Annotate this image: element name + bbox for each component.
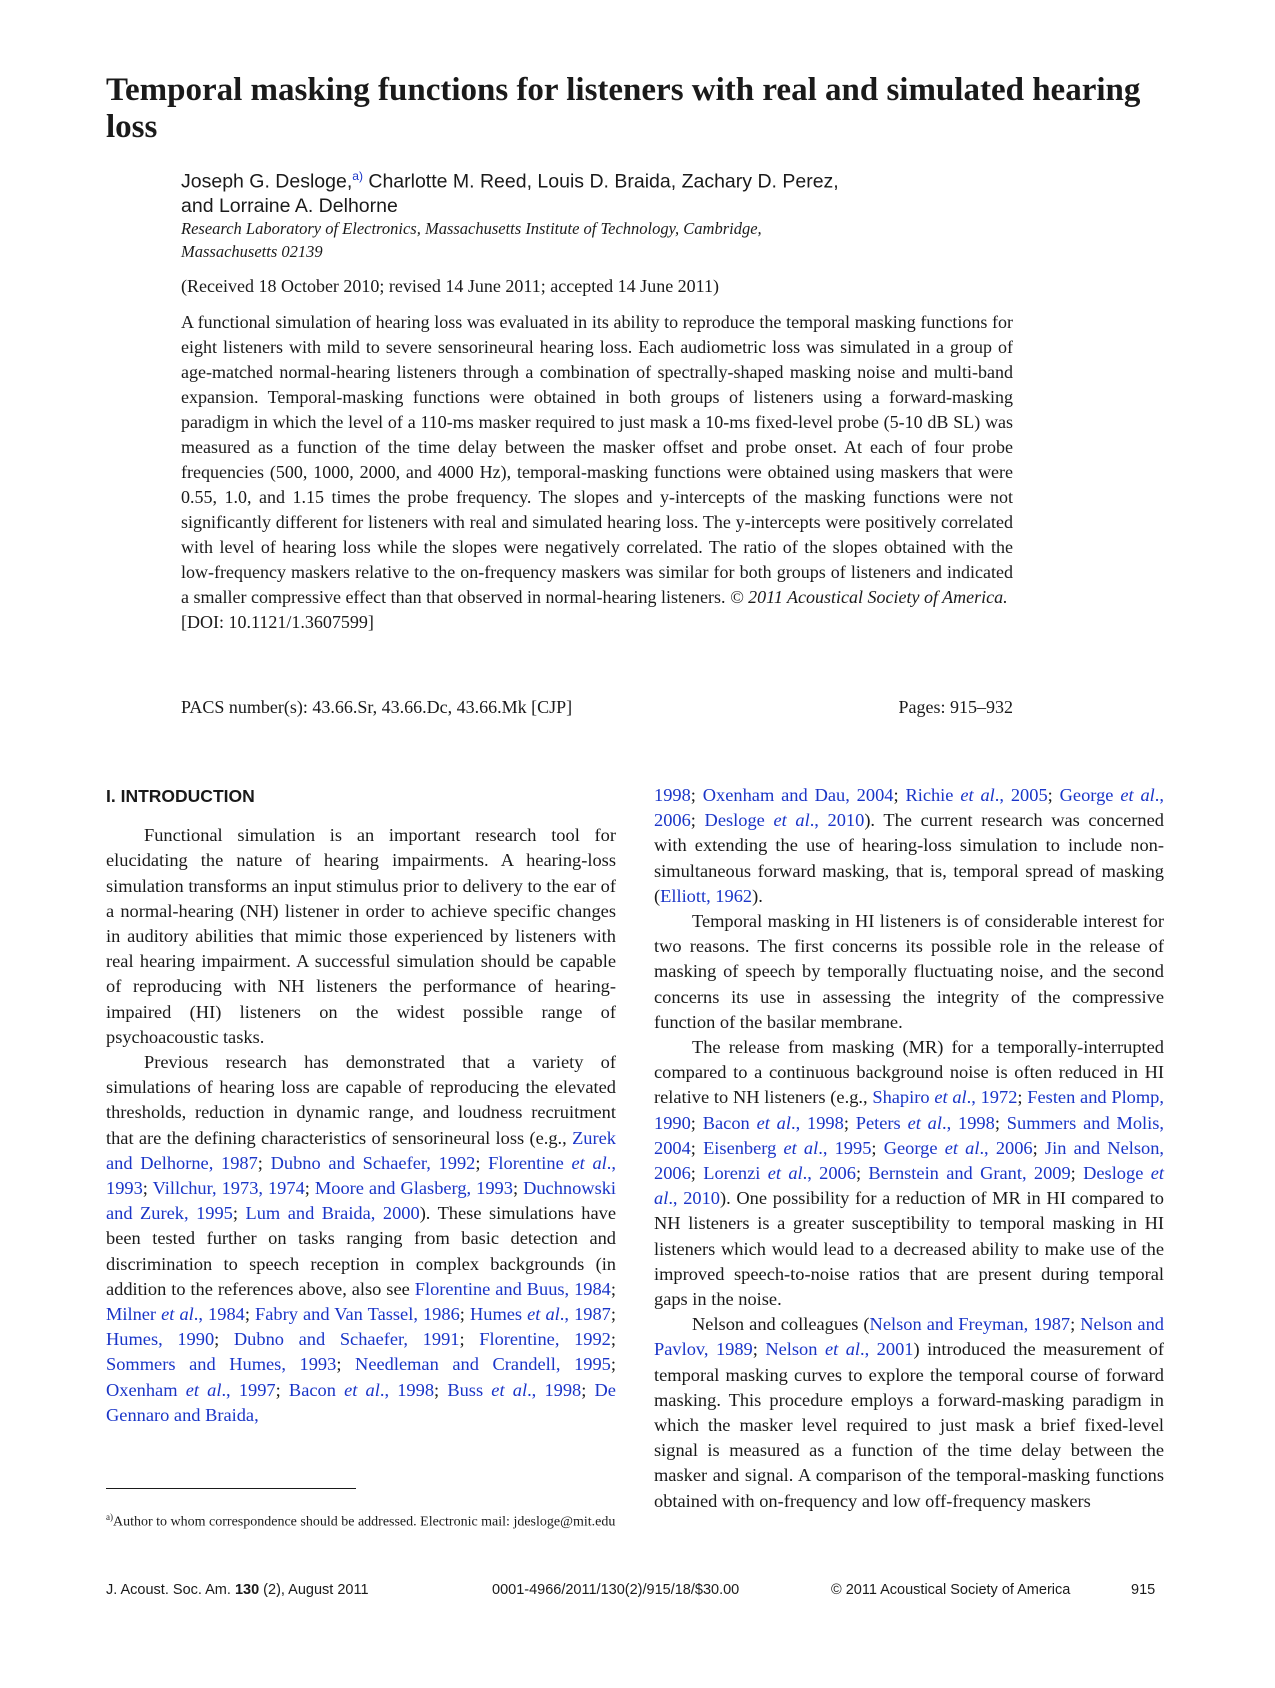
citation-link[interactable]: Fabry and Van Tassel, 1986	[255, 1304, 460, 1325]
citation-link[interactable]: Elliott, 1962	[660, 885, 753, 906]
author-list	[181, 164, 941, 218]
citation-link[interactable]: Florentine and Buus, 1984	[414, 1278, 611, 1299]
citation-link[interactable]: Lum and Braida, 2000	[245, 1203, 420, 1224]
affiliation	[181, 217, 981, 263]
citation-link[interactable]: George et al., 2006	[654, 785, 1164, 831]
section-heading: I. INTRODUCTION	[106, 786, 255, 806]
abstract	[181, 310, 1013, 635]
citation-link[interactable]: Moore and Glasberg, 1993	[314, 1178, 513, 1199]
citation-link[interactable]: George et al., 2006	[883, 1137, 1033, 1158]
left-column	[106, 780, 616, 1428]
citation-link[interactable]: Sommers and Humes, 1993	[106, 1354, 337, 1375]
intro-paragraph-3: Temporal masking in HI listeners is of considerable interest for two reasons. The first concerns its possible role in the release of masking of speech by temporally fluctuating noise, and the second concerns its use in assessing the integrity of the compressive function of the basilar membrane.	[654, 911, 1164, 1032]
intro-paragraph-1: Functional simulation is an important research tool for elucidating the nature of hearing impairments. A hearing-loss simulation transforms an input stimulus prior to delivery to the ear of a normal-hearing (NH) listener in order to achieve specific changes in auditory abilities that mimic those experienced by listeners with real hearing impairment. A successful simulation should be capable of reproducing with NH listeners the performance of hearing-impaired (HI) listeners on the widest possible range of psychoacoustic tasks.	[106, 825, 616, 1047]
citation-link[interactable]: Desloge et al., 2010	[704, 810, 865, 831]
citation-link[interactable]: Zurek and Delhorne, 1987	[106, 1127, 616, 1173]
intro-paragraph-2-cont: 1998; Oxenham and Dau, 2004; Richie et al., 2005; George et al., 2006; Desloge et al., 2010). The current research was concerned with extending the use of hearing-loss simulation to include non-simultaneous forward masking, that is, temporal spread of masking (Elliott, 1962).	[654, 785, 1164, 906]
affiliation-line-2: Massachusetts 02139	[181, 242, 323, 261]
citation-link[interactable]: Oxenham et al., 1997	[106, 1379, 276, 1400]
citation-link[interactable]: Florentine et al., 1993	[106, 1152, 616, 1199]
citation-link[interactable]: Jin and Nelson, 2006	[654, 1137, 1164, 1184]
citation-link[interactable]: Humes, 1990	[106, 1329, 215, 1350]
footer-journal	[106, 1582, 369, 1598]
citation-link[interactable]: Oxenham and Dau, 2004	[702, 785, 894, 805]
citation-link[interactable]: Richie et al., 2005	[905, 785, 1048, 805]
citation-link[interactable]: Festen and Plomp, 1990	[654, 1087, 1164, 1133]
citation-link[interactable]: Needleman and Crandell, 1995	[355, 1354, 611, 1375]
citation-link[interactable]: Nelson and Freyman, 1987	[869, 1314, 1071, 1335]
citation-link[interactable]: Eisenberg et al., 1995	[703, 1137, 872, 1158]
authors-line-1a: Joseph G. Desloge,	[181, 170, 353, 193]
paper-title: Temporal masking functions for listeners with real and simulated hearing loss	[106, 72, 1141, 145]
page-range: Pages: 915–932	[898, 697, 1013, 717]
pacs-line	[181, 697, 1013, 718]
footer-journal-name: J. Acoust. Soc. Am.	[106, 1582, 235, 1598]
citation-link[interactable]: Peters et al., 1998	[855, 1112, 995, 1133]
citation-link[interactable]: Villchur, 1973, 1974	[152, 1178, 305, 1199]
right-column	[654, 783, 1164, 1514]
citation-link[interactable]: Shapiro et al., 1972	[872, 1087, 1018, 1108]
citation-link[interactable]: Humes et al., 1987	[469, 1304, 611, 1325]
footer-copyright: © 2011 Acoustical Society of America	[831, 1582, 1071, 1598]
citation-link[interactable]: Milner et al., 1984	[106, 1304, 245, 1325]
footer-volume: 130	[234, 1582, 260, 1598]
citation-link[interactable]: Summers and Molis, 2004	[654, 1112, 1164, 1158]
intro-paragraph-2: Previous research has demonstrated that a variety of simulations of hearing loss are capable of reproducing the elevated thresholds, reduction in dynamic range, and loudness recruitment that are the defining characteristics of sensorineural loss (e.g., Zurek and Delhorne, 1987; Dubno and Schaefer, 1992; Florentine et al., 1993; Villchur, 1973, 1974; Moore and Glasberg, 1993; Duchnowski and Zurek, 1995; Lum and Braida, 2000). These simulations have been tested further on tasks ranging from basic detection and discrimination to speech reception in complex backgrounds (in addition to the references above, also see Florentine and Buus, 1984; Milner et al., 1984; Fabry and Van Tassel, 1986; Humes et al., 1987; Humes, 1990; Dubno and Schaefer, 1991; Florentine, 1992; Sommers and Humes, 1993; Needleman and Crandell, 1995; Oxenham et al., 1997; Bacon et al., 1998; Buss et al., 1998; De Gennaro and Braida,	[106, 1052, 617, 1425]
citation-link[interactable]: Dubno and Schaefer, 1992	[270, 1152, 476, 1173]
footnote-text: Author to whom correspondence should be addressed. Electronic mail: jdesloge@mit.edu	[113, 1514, 616, 1530]
abstract-doi: [DOI: 10.1121/1.3607599]	[181, 612, 374, 632]
citation-link[interactable]: Florentine, 1992	[479, 1329, 611, 1350]
footer-page-number: 915	[1131, 1582, 1156, 1598]
citation-link[interactable]: Nelson and Pavlov, 1989	[654, 1314, 1164, 1360]
citation-link[interactable]: De Gennaro and Braida,	[106, 1379, 616, 1425]
citation-link[interactable]: 1998	[654, 785, 691, 805]
pacs-numbers: PACS number(s): 43.66.Sr, 43.66.Dc, 43.66.Mk [CJP]	[181, 697, 573, 717]
affiliation-line-1: Research Laboratory of Electronics, Massachusetts Institute of Technology, Cambridge,	[181, 219, 762, 238]
citation-link[interactable]: Bernstein and Grant, 2009	[868, 1163, 1071, 1184]
authors-line-1b: Charlotte M. Reed, Louis D. Braida, Zachary D. Perez,	[362, 170, 839, 193]
citation-link[interactable]: Dubno and Schaefer, 1991	[233, 1329, 460, 1350]
citation-link[interactable]: Lorenzi et al., 2006	[703, 1163, 856, 1184]
author-note-mark[interactable]: a)	[352, 169, 363, 183]
footnote-mark: a)	[106, 1512, 113, 1522]
abstract-copyright: © 2011 Acoustical Society of America.	[729, 587, 1008, 607]
citation-link[interactable]: Nelson et al., 2001	[765, 1339, 914, 1360]
intro-paragraph-5: Nelson and colleagues (Nelson and Freyman, 1987; Nelson and Pavlov, 1989; Nelson et al., 2001) introduced the measurement of temporal masking curves to explore the temporal course of forward masking. This procedure employs a forward-masking paradigm in which the masker level required to just mask a brief fixed-level signal is measured as a function of the time delay between the masker and signal. A comparison of the temporal-masking functions obtained with on-frequency and low off-frequency maskers	[654, 1314, 1164, 1511]
intro-paragraph-4: The release from masking (MR) for a temporally-interrupted compared to a continuous background noise is often reduced in HI relative to NH listeners (e.g., Shapiro et al., 1972; Festen and Plomp, 1990; Bacon et al., 1998; Peters et al., 1998; Summers and Molis, 2004; Eisenberg et al., 1995; George et al., 2006; Jin and Nelson, 2006; Lorenzi et al., 2006; Bernstein and Grant, 2009; Desloge et al., 2010). One possibility for a reduction of MR in HI compared to NH listeners is a greater susceptibility to temporal masking in HI listeners which would lead to a decreased ability to make use of the improved speech-to-noise ratios that are present during temporal gaps in the noise.	[654, 1037, 1165, 1310]
authors-line-2: and Lorraine A. Delhorne	[181, 194, 398, 217]
received-dates: (Received 18 October 2010; revised 14 June 2011; accepted 14 June 2011)	[181, 276, 720, 296]
citation-link[interactable]: Bacon et al., 1998	[288, 1379, 435, 1400]
citation-link[interactable]: Bacon et al., 1998	[702, 1112, 844, 1133]
citation-link[interactable]: Duchnowski and Zurek, 1995	[106, 1178, 617, 1224]
abstract-text: A functional simulation of hearing loss was evaluated in its ability to reproduce the temporal masking functions for eight listeners with mild to severe sensorineural hearing loss. Each audiometric loss was simulated in a group of age-matched normal-hearing listeners through a combination of spectrally-shaped masking noise and multi-band expansion. Temporal-masking functions were obtained in both groups of listeners using a forward-masking paradigm in which the level of a 110-ms masker required to just mask a 10-ms fixed-level probe (5-10 dB SL) was measured as a function of the time delay between the masker offset and probe onset. At each of four probe frequencies (500, 1000, 2000, and 4000 Hz), temporal-masking functions were obtained using maskers that were 0.55, 1.0, and 1.15 times the probe frequency. The slopes and y-intercepts of the masking functions were not significantly different for listeners with real and simulated hearing loss. The y-intercepts were positively correlated with level of hearing loss while the slopes were negatively correlated. The ratio of the slopes obtained with the low-frequency maskers relative to the on-frequency maskers was similar for both groups of listeners and indicated a smaller compressive effect than that observed in normal-hearing listeners.	[181, 312, 1013, 607]
footer-code: 0001-4966/2011/130(2)/915/18/$30.00	[492, 1582, 740, 1598]
footer-issue: (2), August 2011	[259, 1582, 369, 1598]
citation-link[interactable]: Desloge et al., 2010	[654, 1163, 1164, 1209]
citation-link[interactable]: Buss et al., 1998	[447, 1379, 582, 1400]
footnote-rule	[106, 1488, 356, 1489]
footnote	[106, 1508, 616, 1532]
